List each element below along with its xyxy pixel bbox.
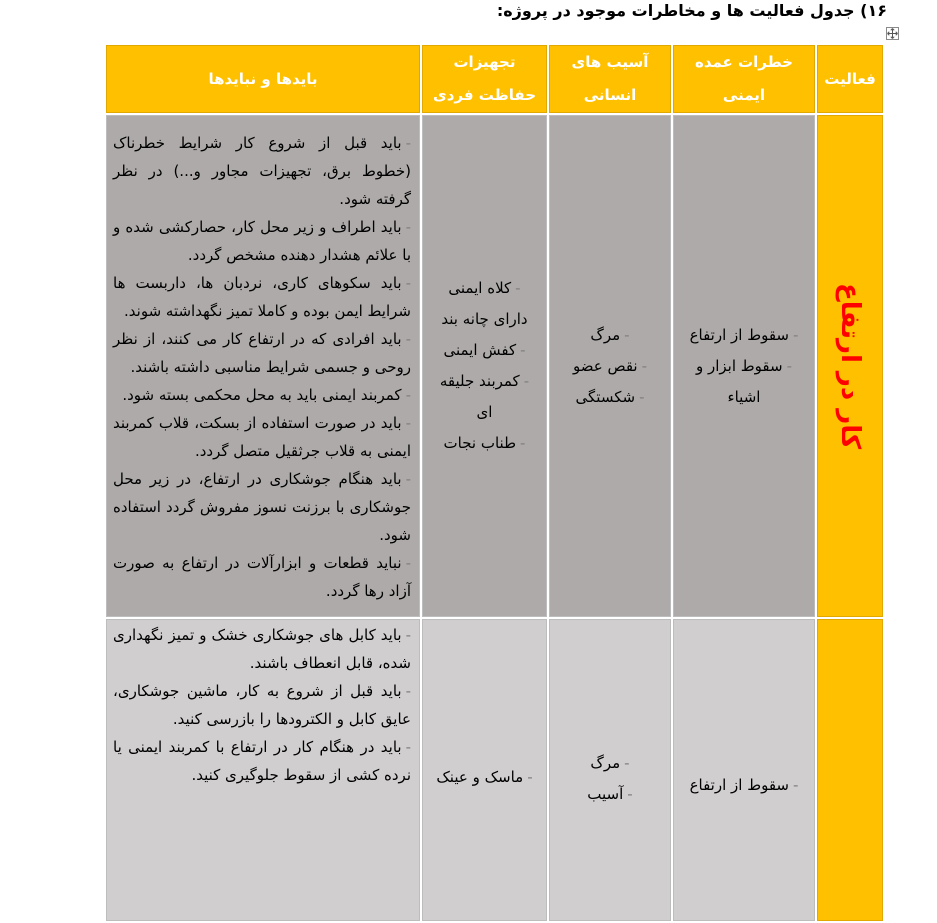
header-row <box>106 45 883 113</box>
ppe-item: -ماسک و عینک <box>436 768 533 786</box>
ppe-item: -کفش ایمنی <box>443 341 526 359</box>
injury-item: -آسیب <box>587 785 633 803</box>
table-row <box>106 115 883 617</box>
hazard-item: -سقوط از ارتفاع <box>689 776 799 794</box>
rule-item: -باید در هنگام کار در ارتفاع با کمربند ایمنی یا نرده کشی از سقوط جلوگیری کنید. <box>113 738 411 784</box>
injury-item: -مرگ <box>590 754 630 772</box>
injuries-cell <box>549 115 671 617</box>
ppe-item: ای <box>476 403 493 421</box>
rule-item: -باید افرادی که در ارتفاع کار می کنند، از نظر روحی و جسمی شرایط مناسبی داشته باشند. <box>113 329 411 376</box>
rules-cell <box>106 115 420 617</box>
rule-item: -کمربند ایمنی باید به محل محکمی بسته شود. <box>122 385 411 404</box>
header-hazards: خطرات عمده ایمنی <box>673 45 815 113</box>
header-rules: بایدها و نبایدها <box>106 45 420 113</box>
rule-item: -باید کابل های جوشکاری خشک و تمیز نگهداری شده، قابل انعطاف باشند. <box>113 626 411 672</box>
activity-cell <box>817 115 883 617</box>
ppe-cell <box>422 115 547 617</box>
activity-cell <box>817 619 883 921</box>
table-caption: ۱۶) جدول فعالیت ها و مخاطرات موجود در پروژه: <box>496 1 887 20</box>
header-ppe: تجهیزات حفاظت فردی <box>422 45 547 113</box>
ppe-item: -کلاه ایمنی <box>448 279 521 297</box>
hazard-item: -سقوط ابزار و <box>695 356 792 375</box>
rule-item: -نباید قطعات و ابزارآلات در ارتفاع به صورت آزاد رها گردد. <box>113 553 411 600</box>
ppe-item: دارای چانه بند <box>441 310 528 328</box>
hazard-item: -سقوط از ارتفاع <box>689 325 799 344</box>
hazards-table <box>104 43 885 923</box>
injury-item: -نقص عضو <box>572 356 648 375</box>
rule-item: -باید سکوهای کاری، نردبان ها، داربست ها شرایط ایمن بوده و کاملا تمیز نگهداشته شوند. <box>113 273 411 320</box>
table-move-handle-icon[interactable] <box>886 27 899 40</box>
table-row <box>106 619 883 921</box>
ppe-item: -طناب نجات <box>443 434 526 452</box>
ppe-item: -کمربند جلیقه <box>439 372 530 390</box>
rule-item: -باید قبل از شروع به کار، ماشین جوشکاری، عایق کابل و الکترودها را بازرسی کنید. <box>113 682 411 728</box>
rules-cell <box>106 619 420 921</box>
activity-label: کار در ارتفاع <box>835 282 865 450</box>
header-injuries: آسیب های انسانی <box>549 45 671 113</box>
hazard-item: اشیاء <box>727 387 761 406</box>
hazards-cell <box>673 619 815 921</box>
rule-item: -باید در صورت استفاده از بسکت، قلاب کمربند ایمنی به قلاب جرثقیل متصل گردد. <box>113 413 411 460</box>
header-activity: فعالیت <box>817 45 883 113</box>
ppe-cell <box>422 619 547 921</box>
injuries-cell <box>549 619 671 921</box>
injury-item: -مرگ <box>590 325 630 344</box>
rule-item: -باید هنگام جوشکاری در ارتفاع، در زیر محل جوشکاری با برزنت نسوز مفروش گردد استفاده شود. <box>113 469 411 544</box>
hazards-cell <box>673 115 815 617</box>
injury-item: -شکستگی <box>575 387 645 406</box>
rule-item: -باید قبل از شروع کار شرایط خطرناک (خطوط برق، تجهیزات مجاور و...) در نظر گرفته شود. <box>113 133 411 208</box>
rule-item: -باید اطراف و زیر محل کار، حصارکشی شده و با علائم هشدار دهنده مشخص گردد. <box>113 217 411 264</box>
